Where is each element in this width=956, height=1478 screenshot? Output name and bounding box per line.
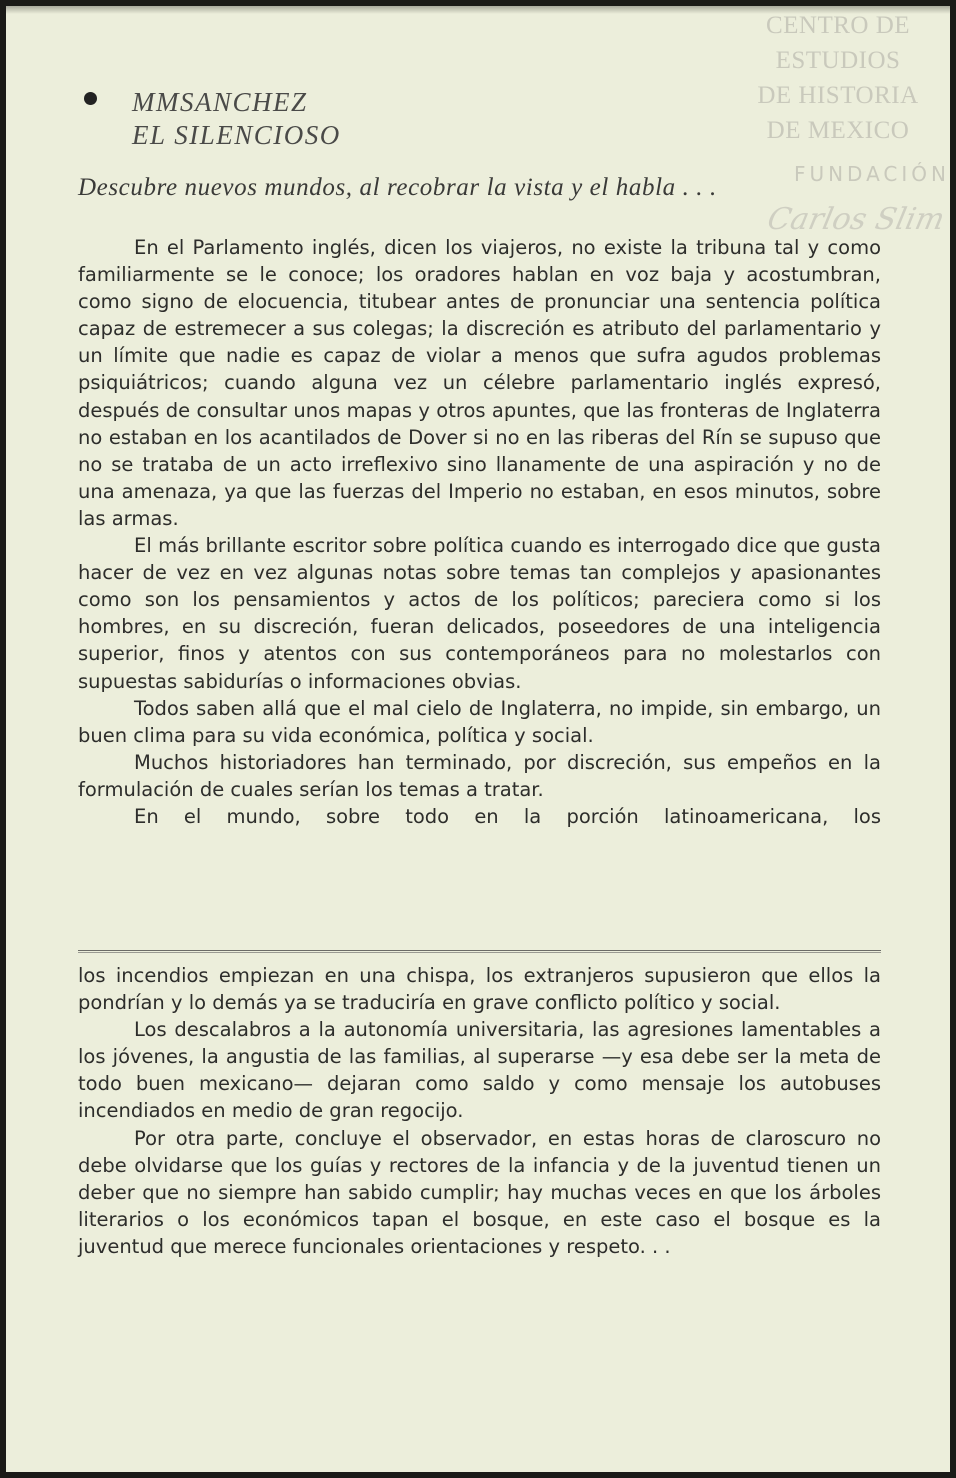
paragraph: Todos saben allá que el mal cielo de Inglaterra, no impide, sin embargo, un buen clima para su vida económica, política y social. <box>78 696 881 747</box>
headline-line-2: EL SILENCIOSO <box>132 120 341 150</box>
document-page <box>6 6 950 1472</box>
paragraph: En el Parlamento inglés, dicen los viajeros, no existe la tribuna tal y como familiarmente se le conoce; los oradores hablan en voz baja y acostumbran, como signo de elocuencia, titubear antes de pronunciar una sentencia política capaz de estremecer a sus colegas; la discreción es atributo del parlamentario y un límite que nadie es capaz de violar a menos que sufra agudos problemas psiquiátricos; cuando alguna vez un célebre parlamentario inglés expresó, después de consultar unos mapas y otros apuntes, que las fronteras de Inglaterra no estaban en los acantilados de Dover si no en las riberas del Rín se supuso que no se trataba de un acto irreflexivo sino llanamente de una aspiración y no de una amenaza, ya que las fuerzas del Imperio no estaban, en esos minutos, sobre las armas. <box>78 236 881 530</box>
article-body-bottom <box>78 962 881 1260</box>
paragraph: El más brillante escritor sobre política cuando es interrogado dice que gusta hacer de vez en vez algunas notas sobre temas tan complejos y apasionantes como son los pensamientos y actos de los políticos; pareciera como si los hombres, en su discreción, fueran delicados, poseedores de una inteligencia superior, finos y atentos con sus contemporáneos para no molestarlos con supuestas sabidurías o informaciones obvias. <box>78 534 881 693</box>
paragraph: los incendios empiezan en una chispa, los extranjeros supusieron que ellos la pondrían y lo demás ya se traduciría en grave conflicto político y social. <box>78 964 881 1015</box>
paragraph: Muchos historiadores han terminado, por discreción, sus empeños en la formulación de cuales serían los temas a tratar. <box>78 750 881 801</box>
section-divider <box>78 950 881 953</box>
paragraph: Los descalabros a la autonomía universitaria, las agresiones lamentables a los jóvenes, la angustia de las familias, al superarse —y esa debe ser la meta de todo buen mexicano— dejaran como saldo y como mensaje los autobuses incendiados en medio de gran regocijo. <box>78 1018 881 1123</box>
paragraph: Por otra parte, concluye el observador, en estas horas de claroscuro no debe olvidarse que los guías y rectores de la infancia y de la juventud tienen un deber que no siempre han sabido cumplir; hay muchas veces en que los árboles literarios o los económicos tapan el bosque, en este caso el bosque es la juventud que merece funcionales orientaciones y respeto. . . <box>78 1126 881 1258</box>
watermark-line-4: DE MEXICO <box>766 117 910 144</box>
article-headline <box>132 86 341 152</box>
watermark-line-3: DE HISTORIA <box>757 82 919 109</box>
article-body-top <box>78 234 881 830</box>
watermark-signature: Carlos Slim <box>764 202 948 237</box>
paragraph: En el mundo, sobre todo en la porción latinoamericana, los <box>134 804 881 828</box>
archive-watermark <box>738 8 938 148</box>
article-subtitle: Descubre nuevos mundos, al recobrar la vista y el habla . . . <box>78 174 717 201</box>
watermark-line-1: CENTRO DE <box>765 12 911 39</box>
headline-line-1: MMSANCHEZ <box>132 87 308 117</box>
watermark-fundacion: FUNDACIÓN <box>793 162 950 186</box>
bullet-icon <box>84 92 97 105</box>
watermark-line-2: ESTUDIOS <box>775 47 901 74</box>
